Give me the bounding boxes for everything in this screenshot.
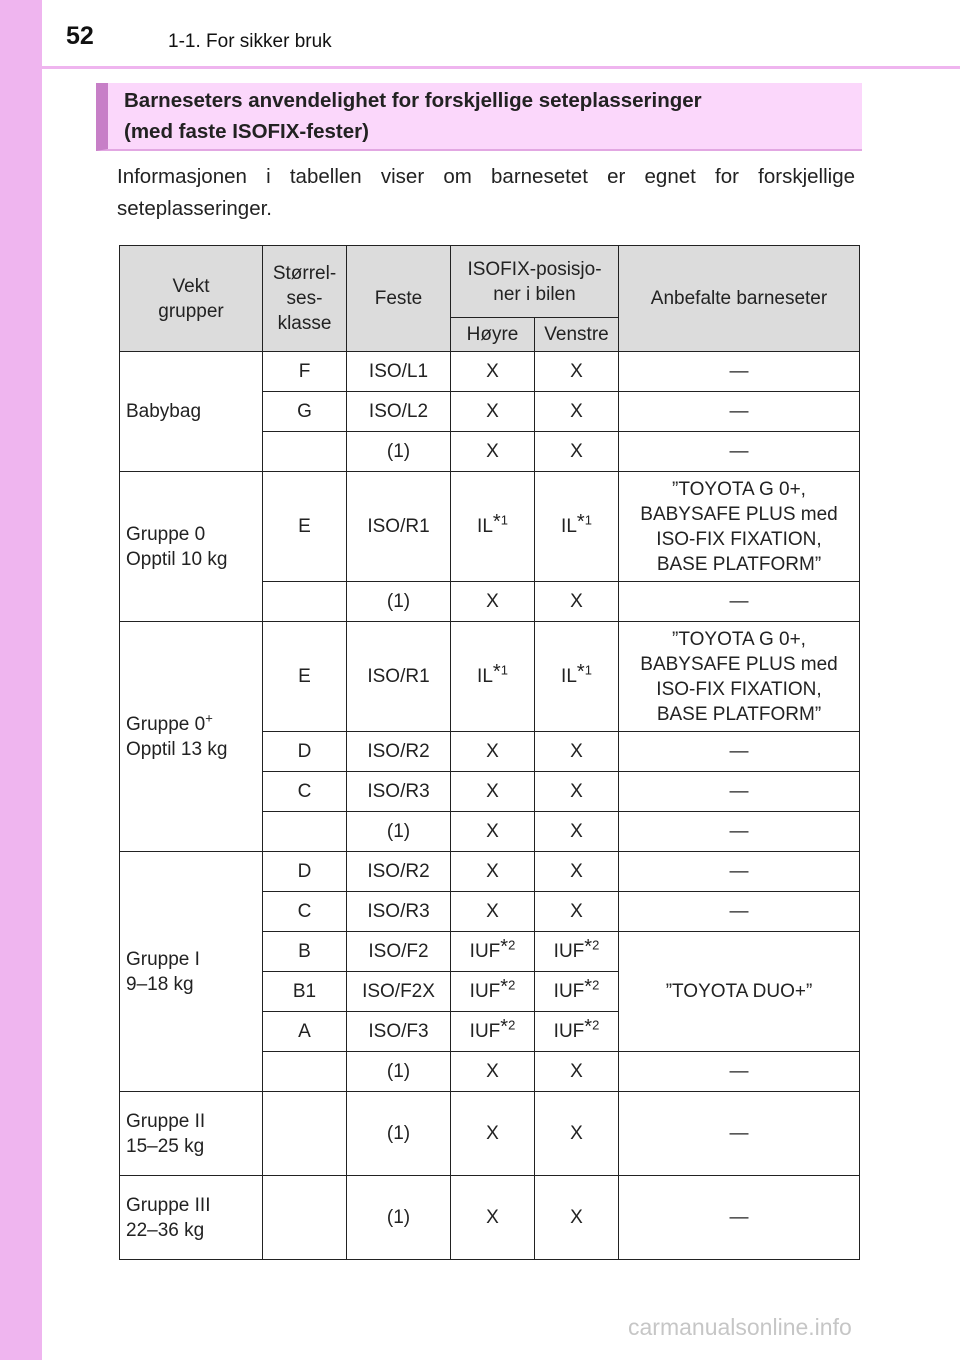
cell-fixture: (1)	[347, 1092, 451, 1176]
cell-recommended: —	[619, 732, 860, 772]
cell-fixture: (1)	[347, 582, 451, 622]
footnote-star: *	[500, 1016, 509, 1038]
page-number: 52	[66, 22, 94, 50]
group-0: Gruppe 0 Opptil 10 kg	[120, 472, 263, 622]
cell-size	[263, 432, 347, 472]
cell-recommended: —	[619, 852, 860, 892]
cell-right: X	[451, 392, 535, 432]
cell-size	[263, 1092, 347, 1176]
cell-left: X	[535, 1092, 619, 1176]
cell-recommended: ”TOYOTA G 0+, BABYSAFE PLUS med ISO-FIX FIXATION, BASE PLATFORM”	[619, 622, 860, 732]
table-row	[120, 472, 860, 582]
cell-fixture: ISO/R3	[347, 892, 451, 932]
cell-right: X	[451, 582, 535, 622]
cell-left: X	[535, 582, 619, 622]
cell-size: E	[263, 622, 347, 732]
cell-left: X	[535, 732, 619, 772]
footnote-star: *	[576, 661, 585, 683]
cell-recommended-duo: ”TOYOTA DUO+”	[619, 932, 860, 1052]
cell-recommended: —	[619, 352, 860, 392]
footnote-star: *	[500, 976, 509, 998]
cell-left: X	[535, 1052, 619, 1092]
cell-right: X	[451, 812, 535, 852]
cell-size	[263, 1176, 347, 1260]
cell-left: X	[535, 852, 619, 892]
cell-recommended: —	[619, 1092, 860, 1176]
table-header-row	[120, 246, 860, 318]
cell-recommended: —	[619, 1052, 860, 1092]
cell-fixture: (1)	[347, 1052, 451, 1092]
header-weight-groups: Vekt grupper	[120, 246, 263, 352]
cell-right: X	[451, 1092, 535, 1176]
cell-size: G	[263, 392, 347, 432]
cell-right: X	[451, 892, 535, 932]
table-row	[120, 1092, 860, 1176]
section-title-line1: Barneseters anvendelighet for forskjellige seteplasseringer	[124, 89, 702, 112]
cell-right: X	[451, 1176, 535, 1260]
cell-size: D	[263, 732, 347, 772]
group-1: Gruppe I 9–18 kg	[120, 852, 263, 1092]
header-isofix-positions: ISOFIX-posisjo- ner i bilen	[451, 246, 619, 318]
cell-recommended: —	[619, 432, 860, 472]
cell-right: X	[451, 732, 535, 772]
cell-left: X	[535, 352, 619, 392]
cell-right: IUF*$^2$	[451, 1012, 535, 1052]
cell-size: F	[263, 352, 347, 392]
header-right: Høyre	[451, 318, 535, 352]
cell-right: IUF*$^2$	[451, 972, 535, 1012]
cell-fixture: ISO/R3	[347, 772, 451, 812]
footnote-star: *	[584, 936, 593, 958]
cell-right: X	[451, 432, 535, 472]
cell-right: X	[451, 852, 535, 892]
footnote-star: *	[584, 1016, 593, 1038]
cell-size: B1	[263, 972, 347, 1012]
table-row	[120, 852, 860, 892]
cell-right: IL*$^1$	[451, 622, 535, 732]
cell-left: IL*$^1$	[535, 622, 619, 732]
isofix-table	[119, 245, 860, 1260]
cell-left: X	[535, 1176, 619, 1260]
section-title	[124, 85, 864, 147]
footnote-star: *	[492, 661, 501, 683]
cell-recommended: —	[619, 392, 860, 432]
header-size-class: Størrel- ses- klasse	[263, 246, 347, 352]
cell-left: X	[535, 812, 619, 852]
cell-right: IUF*$^2$	[451, 932, 535, 972]
cell-size	[263, 582, 347, 622]
cell-fixture: ISO/F3	[347, 1012, 451, 1052]
cell-left: IL*$^1$	[535, 472, 619, 582]
cell-left: IUF*$^2$	[535, 1012, 619, 1052]
group-3: Gruppe III 22–36 kg	[120, 1176, 263, 1260]
cell-fixture: (1)	[347, 812, 451, 852]
table-row	[120, 622, 860, 732]
table-row	[120, 352, 860, 392]
intro-paragraph: Informasjonen i tabellen viser om barnesetet er egnet for forskjellige seteplasseringer.	[117, 165, 855, 220]
group-2: Gruppe II 15–25 kg	[120, 1092, 263, 1176]
cell-left: IUF*$^2$	[535, 972, 619, 1012]
cell-left: X	[535, 892, 619, 932]
cell-right: X	[451, 1052, 535, 1092]
section-heading-box	[96, 83, 862, 151]
cell-recommended: —	[619, 772, 860, 812]
cell-right: X	[451, 772, 535, 812]
cell-fixture: (1)	[347, 1176, 451, 1260]
cell-recommended: —	[619, 892, 860, 932]
cell-fixture: ISO/R1	[347, 622, 451, 732]
cell-size: B	[263, 932, 347, 972]
side-stripe	[0, 0, 42, 1360]
cell-size: E	[263, 472, 347, 582]
table-row	[120, 1176, 860, 1260]
cell-left: X	[535, 392, 619, 432]
cell-right: X	[451, 352, 535, 392]
group-babybag: Babybag	[120, 352, 263, 472]
footnote-star: *	[500, 936, 509, 958]
cell-fixture: ISO/R2	[347, 732, 451, 772]
cell-size	[263, 1052, 347, 1092]
cell-recommended: —	[619, 1176, 860, 1260]
group-0-plus: Gruppe 0+ Opptil 13 kg	[120, 622, 263, 852]
cell-size	[263, 812, 347, 852]
cell-fixture: ISO/L2	[347, 392, 451, 432]
cell-left: X	[535, 432, 619, 472]
cell-size: C	[263, 892, 347, 932]
cell-left: X	[535, 772, 619, 812]
cell-recommended: —	[619, 812, 860, 852]
footnote-star: *	[584, 976, 593, 998]
cell-fixture: ISO/F2	[347, 932, 451, 972]
cell-recommended: —	[619, 582, 860, 622]
header-recommended-seats: Anbefalte barneseter	[619, 246, 860, 352]
cell-fixture: ISO/R2	[347, 852, 451, 892]
cell-left: IUF*$^2$	[535, 932, 619, 972]
cell-fixture: ISO/F2X	[347, 972, 451, 1012]
section-title-line2: (med faste ISOFIX-fester)	[124, 120, 369, 143]
cell-fixture: ISO/L1	[347, 352, 451, 392]
header-fixture: Feste	[347, 246, 451, 352]
footnote-star: *	[492, 511, 501, 533]
cell-recommended: ”TOYOTA G 0+, BABYSAFE PLUS med ISO-FIX FIXATION, BASE PLATFORM”	[619, 472, 860, 582]
cell-size: A	[263, 1012, 347, 1052]
running-title: 1-1. For sikker bruk	[168, 31, 332, 52]
footnote-star: *	[576, 511, 585, 533]
cell-fixture: ISO/R1	[347, 472, 451, 582]
watermark: carmanualsonline.info	[628, 1314, 852, 1340]
cell-right: IL*$^1$	[451, 472, 535, 582]
cell-size: D	[263, 852, 347, 892]
cell-size: C	[263, 772, 347, 812]
header-left: Venstre	[535, 318, 619, 352]
cell-fixture: (1)	[347, 432, 451, 472]
